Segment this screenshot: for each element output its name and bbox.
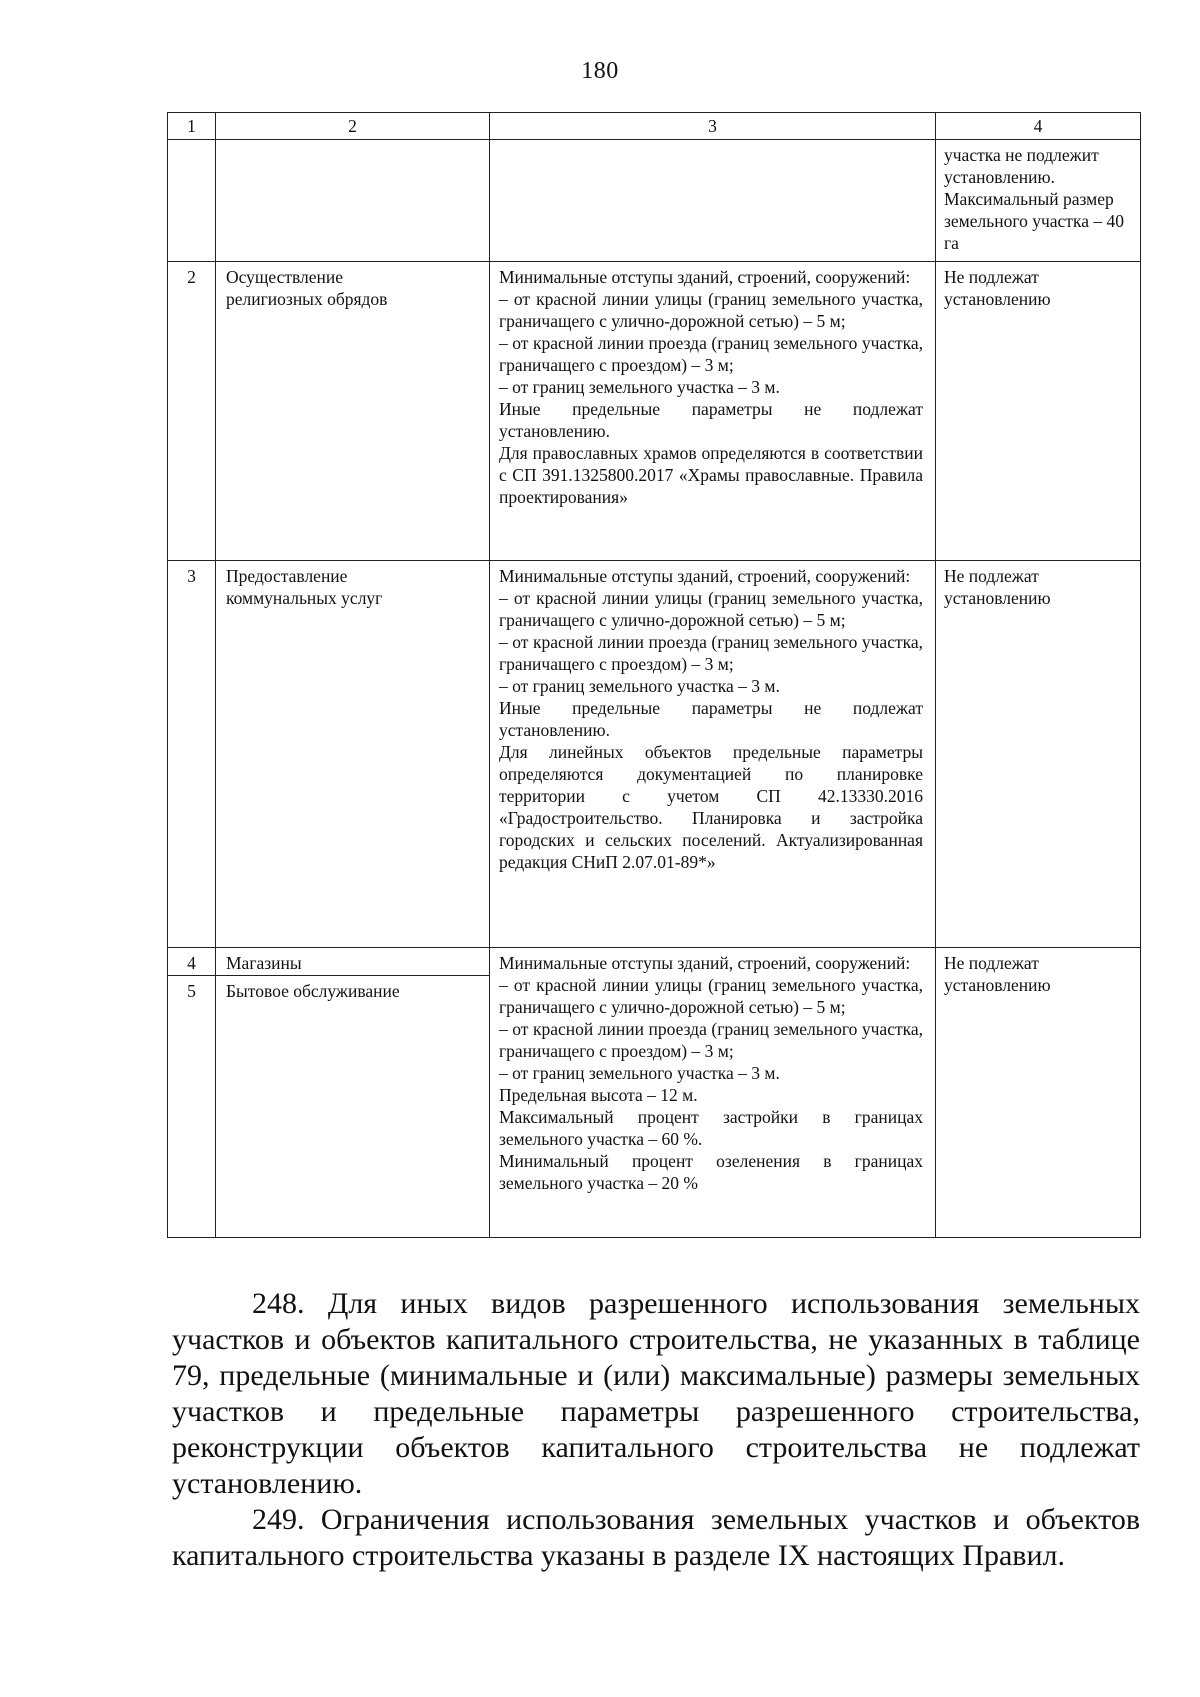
table-row-continuation: [168, 140, 1141, 262]
row-limits-text: Не подлежат установлению: [944, 953, 1051, 995]
param-line: Предельная высота – 12 м.: [499, 1085, 698, 1105]
param-line: Минимальные отступы зданий, строений, сооружений:: [499, 566, 911, 586]
row-use-type: Магазины: [216, 948, 490, 976]
row-limits-text: Не подлежат установлению: [944, 566, 1051, 608]
row-use-type: Бытовое обслуживание: [216, 976, 490, 1238]
row-limits: [936, 561, 1141, 948]
param-line: – от красной линии улицы (границ земельного участка, граничащего с улично-дорожной сетью) – 5 м;: [499, 975, 923, 1017]
row-number: 5: [168, 976, 216, 1238]
row-parameters: [490, 948, 936, 1238]
header-col-1: 1: [168, 113, 216, 140]
param-line: Иные предельные параметры не подлежат установлению.: [499, 399, 923, 441]
table-row: [168, 262, 1141, 561]
param-line: Иные предельные параметры не подлежат установлению.: [499, 698, 923, 740]
cont-params-cell: [490, 140, 936, 262]
row-use-type-text: Осуществление религиозных обрядов: [226, 267, 388, 309]
row-use-type-text: Предоставление коммунальных услуг: [226, 566, 383, 608]
row-use-type: [216, 262, 490, 561]
body-text: [172, 1286, 1140, 1574]
header-col-2: 2: [216, 113, 490, 140]
cont-limits-cell: [936, 140, 1141, 262]
paragraph-249: 249. Ограничения использования земельных участков и объектов капитального строительства указаны в разделе IX настоящих Правил.: [172, 1503, 1140, 1572]
page-number: 180: [581, 58, 619, 84]
param-line: – от красной линии проезда (границ земельного участка, граничащего с проездом) – 3 м;: [499, 1019, 923, 1061]
param-line: – от красной линии улицы (границ земельного участка, граничащего с улично-дорожной сетью) – 5 м;: [499, 588, 923, 630]
row-use-type: [216, 561, 490, 948]
param-line: Для православных храмов определяются в соответствии с СП 391.1325800.2017 «Храмы православные. Правила проектирования»: [499, 443, 923, 507]
table-header-row: [168, 113, 1141, 140]
row-limits: [936, 262, 1141, 561]
param-line: Максимальный процент застройки в границах земельного участка – 60 %.: [499, 1107, 923, 1149]
param-line: – от границ земельного участка – 3 м.: [499, 377, 780, 397]
cont-num-cell: [168, 140, 216, 262]
param-line: Минимальные отступы зданий, строений, сооружений:: [499, 953, 911, 973]
param-line: Минимальный процент озеленения в границах земельного участка – 20 %: [499, 1151, 923, 1193]
header-col-3: 3: [490, 113, 936, 140]
table-row: [168, 561, 1141, 948]
row-number: 2: [168, 262, 216, 561]
cont-limits-text: Максимальный размер земельного участка – 40 га: [944, 189, 1124, 253]
paragraph-248: 248. Для иных видов разрешенного использования земельных участков и объектов капитального строительства, не указанных в таблице 79, предельные (минимальные и (или) максимальные) размеры земельных участков и предельные параметры разрешенного строительства, реконструкции объектов капитального строительства не подлежат установлению.: [172, 1287, 1140, 1500]
row-number: 3: [168, 561, 216, 948]
param-line: – от красной линии улицы (границ земельного участка, граничащего с улично-дорожной сетью) – 5 м;: [499, 289, 923, 331]
row-parameters: [490, 561, 936, 948]
row-limits: [936, 948, 1141, 1238]
param-line: Минимальные отступы зданий, строений, сооружений:: [499, 267, 911, 287]
table-row: [168, 948, 1141, 976]
param-line: – от границ земельного участка – 3 м.: [499, 676, 780, 696]
param-line: – от красной линии проезда (границ земельного участка, граничащего с проездом) – 3 м;: [499, 632, 923, 674]
param-line: – от границ земельного участка – 3 м.: [499, 1063, 780, 1083]
row-limits-text: Не подлежат установлению: [944, 267, 1051, 309]
cont-limits-text: участка не подлежит установлению.: [944, 145, 1099, 187]
param-line: Для линейных объектов предельные параметры определяются документацией по планировке территории с учетом СП 42.13330.2016 «Градостроительство. Планировка и застройка городских и сельских поселений. Актуализированная редакция СНиП 2.07.01-89*»: [499, 742, 923, 872]
row-parameters: [490, 262, 936, 561]
regulations-table: [167, 112, 1141, 1238]
cont-name-cell: [216, 140, 490, 262]
param-line: – от красной линии проезда (границ земельного участка, граничащего с проездом) – 3 м;: [499, 333, 923, 375]
header-col-4: 4: [936, 113, 1141, 140]
row-number: 4: [168, 948, 216, 976]
